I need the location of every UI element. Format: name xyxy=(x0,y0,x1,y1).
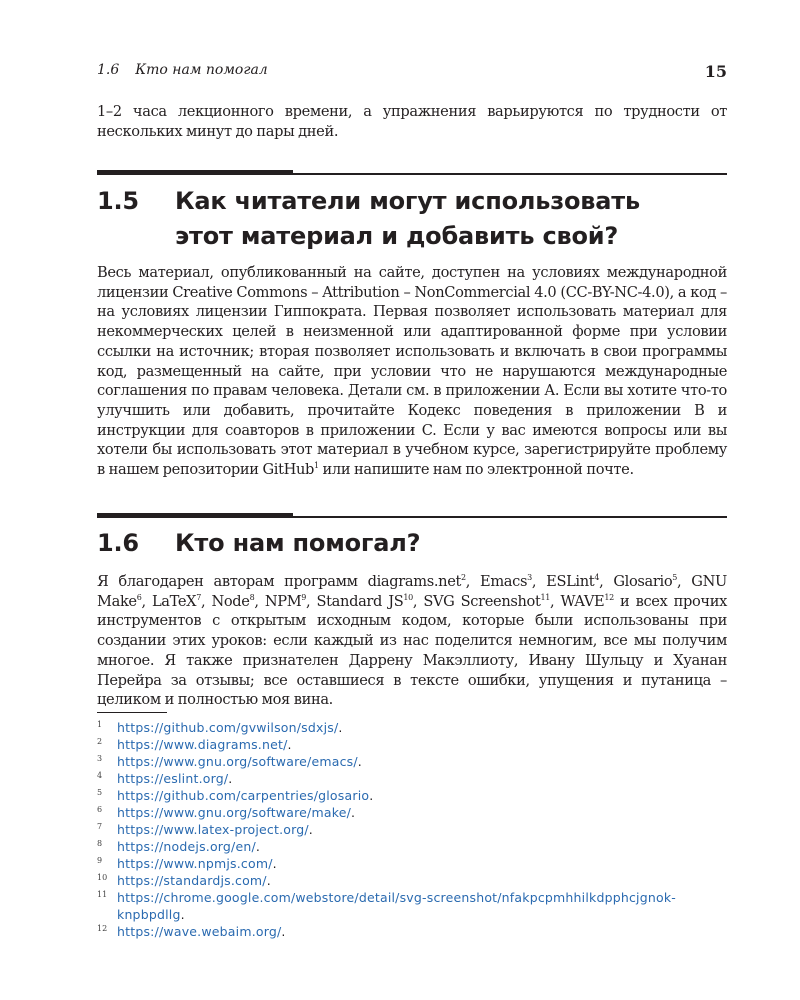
footnote xyxy=(97,753,727,770)
text-segment: , ESLint xyxy=(531,573,595,590)
footnote-text: https://github.com/gvwilson/sdxjs/. xyxy=(117,720,343,735)
footnote-reference[interactable]: 12 xyxy=(604,592,614,602)
text-segment: , WAVE xyxy=(550,592,605,610)
footnote-reference[interactable]: 7 xyxy=(196,592,201,602)
text-segment: , SVG Screenshot xyxy=(412,592,541,610)
section-heading-1-5 xyxy=(97,184,727,254)
text-segment: , Emacs xyxy=(465,573,528,590)
footnote-reference[interactable]: 10 xyxy=(403,592,413,602)
footnote xyxy=(97,736,727,753)
footnote-number: 2 xyxy=(97,737,103,746)
footnote xyxy=(97,872,727,889)
text-segment: Весь материал, опубликованный на сайте, доступен на условиях международной лицензии Creative Commons – Attribution – NonCommercial 4.0 (CC-BY-NC-4.0), а код – на условиях лицензии Гиппократа. Первая позволяет использовать материал для некоммерческих целей в неизменной или адаптированной форме при условии ссылки на источник; вторая позволяет использовать и включать в свои программы код, размещенный на сайте, при условии что не нарушаются международные соглашения по правам человека. Детали см. в приложении А. Если вы хотите что-то улучшить или добавить, прочитайте Кодекс поведения в приложении B и инструкции для соавторов в приложении C. Если у вас имеются вопросы или вы хотели бы использовать этот материал в учебном курсе, зарегистрируйте проблему в нашем репозитории GitHub xyxy=(97,264,727,479)
footnote-text: https://www.gnu.org/software/emacs/. xyxy=(117,754,362,769)
footnote-link[interactable]: https://www.gnu.org/software/make/ xyxy=(117,805,351,820)
text-segment: , Glosario xyxy=(599,573,673,590)
section-rule xyxy=(97,173,727,175)
footnote-number: 5 xyxy=(97,788,103,797)
footnote-number: 9 xyxy=(97,856,103,865)
footnote-reference[interactable]: 8 xyxy=(249,592,255,602)
footnote-number: 8 xyxy=(97,839,103,848)
footnote xyxy=(97,804,727,821)
text-segment: Я благодарен авторам программ diagrams.net xyxy=(97,573,461,590)
section-heading-1-6 xyxy=(97,526,727,561)
footnote-link[interactable]: https://www.gnu.org/software/emacs/ xyxy=(117,754,358,769)
footnote xyxy=(97,889,727,923)
footnote xyxy=(97,821,727,838)
page-number: 15 xyxy=(704,62,727,81)
footnote-text: https://www.diagrams.net/. xyxy=(117,737,292,752)
footnote-number: 1 xyxy=(97,720,103,729)
footnote-reference[interactable]: 5 xyxy=(672,573,678,583)
section-title-line: этот материал и добавить свой? xyxy=(175,222,619,250)
footnote-text: https://chrome.google.com/webstore/detail/svg-screenshot/nfakpcpmhhilkdpphcjgnok-knpbpdllg. xyxy=(117,890,676,922)
section-1-5-paragraph xyxy=(97,263,727,480)
footnote xyxy=(97,719,727,736)
footnote-text: https://wave.webaim.org/. xyxy=(117,924,286,939)
text-segment: и всех прочих инструментов с открытым исходным кодом, которые были использованы при создании этих уроков: если каждый из нас поделится немногим, все мы получим многое. Я также признателен Даррену Макэллиоту, Ивану Шульцу и Хуанан Перейра за отзывы; все оставшиеся в тексте ошибки, упущения и путаница – целиком и полностью моя вина. xyxy=(97,592,727,709)
section-rule-accent xyxy=(97,513,293,518)
footnote-number: 11 xyxy=(97,890,108,899)
footnote-link[interactable]: https://github.com/carpentries/glosario xyxy=(117,788,370,803)
footnote-reference[interactable]: 4 xyxy=(594,573,600,583)
section-number: 1.5 xyxy=(97,187,139,215)
footnote-link[interactable]: https://nodejs.org/en/ xyxy=(117,839,256,854)
intro-paragraph: 1–2 часа лекционного времени, а упражнения варьируются по трудности от нескольких минут до пары дней. xyxy=(97,103,727,140)
footnote xyxy=(97,838,727,855)
footnote xyxy=(97,855,727,872)
section-rule xyxy=(97,516,727,518)
footnote-link[interactable]: https://eslint.org/ xyxy=(117,771,229,786)
text-segment: , NPM xyxy=(254,592,302,610)
footnotes xyxy=(97,719,727,940)
footnote-number: 3 xyxy=(97,754,103,763)
footnote-number: 10 xyxy=(97,873,108,882)
footnote-text: https://www.gnu.org/software/make/. xyxy=(117,805,355,820)
footnote-reference[interactable]: 1 xyxy=(314,461,319,471)
footnote-number: 7 xyxy=(97,822,103,831)
footnote-link[interactable]: https://wave.webaim.org/ xyxy=(117,924,282,939)
text-segment: , Node xyxy=(200,592,250,610)
footnote-link[interactable]: https://www.diagrams.net/ xyxy=(117,737,288,752)
footnote xyxy=(97,923,727,940)
footnote-reference[interactable]: 9 xyxy=(301,592,307,602)
footnote-link[interactable]: https://standardjs.com/ xyxy=(117,873,267,888)
running-header-section xyxy=(97,62,268,81)
footnote-number: 12 xyxy=(97,924,108,933)
section-title-line: Как читатели могут использовать xyxy=(175,187,640,215)
footnote-text: https://www.latex-project.org/. xyxy=(117,822,313,837)
footnote-text: https://eslint.org/. xyxy=(117,771,233,786)
footnote-text: https://standardjs.com/. xyxy=(117,873,271,888)
section-title: Кто нам помогал? xyxy=(175,529,421,557)
footnote-number: 6 xyxy=(97,805,103,814)
footnote-link[interactable]: https://github.com/gvwilson/sdxjs/ xyxy=(117,720,339,735)
footnote-reference[interactable]: 6 xyxy=(136,592,142,602)
footnote-number: 4 xyxy=(97,771,103,780)
footnote-rule xyxy=(97,712,167,713)
footnote-reference[interactable]: 11 xyxy=(540,592,550,602)
section-rule-accent xyxy=(97,170,293,175)
section-number: 1.6 xyxy=(97,529,139,557)
text-segment: или напишите нам по электронной почте. xyxy=(318,461,634,479)
running-section-number: 1.6 xyxy=(97,62,120,78)
footnote-reference[interactable]: 2 xyxy=(461,573,466,583)
section-title xyxy=(175,184,640,254)
footnote-link[interactable]: https://www.latex-project.org/ xyxy=(117,822,309,837)
text-segment: , Standard JS xyxy=(306,592,404,610)
text-segment: , LaTeX xyxy=(141,592,197,610)
footnote-text: https://github.com/carpentries/glosario. xyxy=(117,788,374,803)
section-1-6-paragraph xyxy=(97,572,727,710)
footnote-link[interactable]: https://www.npmjs.com/ xyxy=(117,856,273,871)
footnote-text: https://www.npmjs.com/. xyxy=(117,856,277,871)
footnote-reference[interactable]: 3 xyxy=(527,573,532,583)
text-segment: , GNU Make xyxy=(97,573,727,610)
footnote-text: https://nodejs.org/en/. xyxy=(117,839,260,854)
running-section-title: Кто нам помогал xyxy=(135,62,268,78)
running-header xyxy=(97,62,727,81)
footnote xyxy=(97,787,727,804)
footnote-link[interactable]: https://chrome.google.com/webstore/detail/svg-screenshot/nfakpcpmhhilkdpphcjgnok-knpbpdllg xyxy=(117,890,676,922)
footnote xyxy=(97,770,727,787)
